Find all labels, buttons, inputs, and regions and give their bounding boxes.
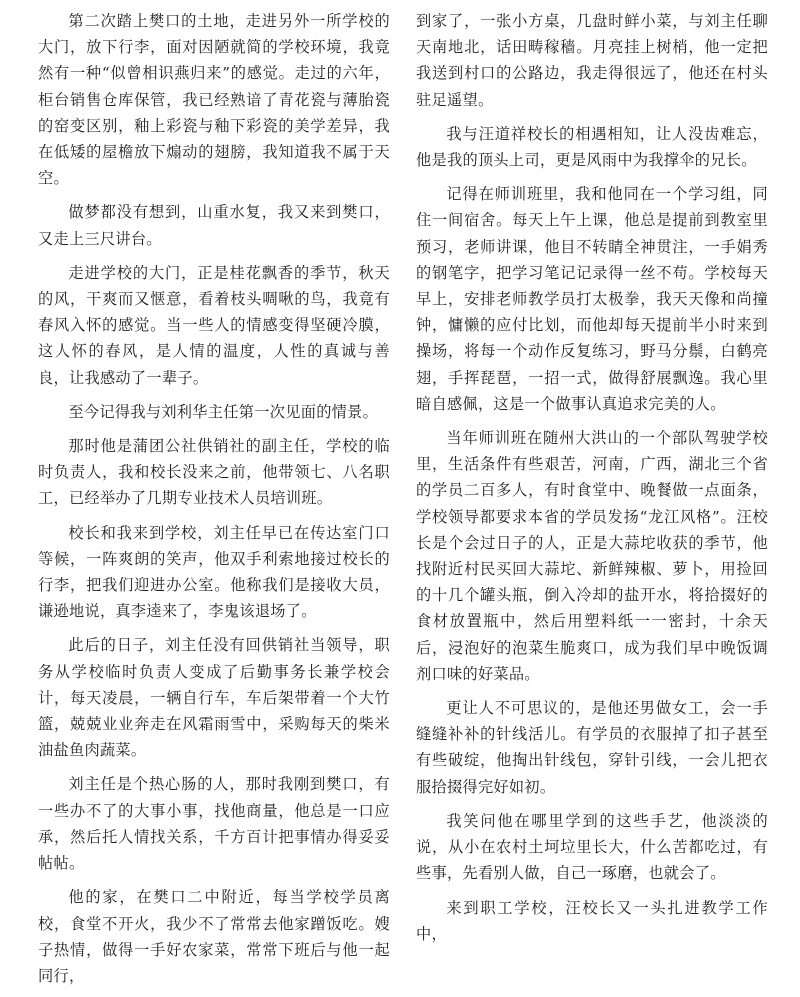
paragraph: 来到职工学校，汪校长又一头扎进教学工作中， bbox=[416, 898, 768, 943]
paragraph: 刘主任是个热心肠的人，那时我刚到樊口，有一些办不了的大事小事，找他商量，他总是一口应承，然后托人情找关系，千方百计把事情办得妥妥帖帖。 bbox=[38, 775, 390, 873]
paragraph: 至今记得我与刘利华主任第一次见面的情景。 bbox=[68, 402, 379, 421]
paragraph: 记得在师训班里，我和他同在一个学习组，同住一间宿舍。每天上午上课，他总是提前到教室里预习，老师讲课，他目不转睛全神贯注，一手娟秀的钢笔字，把学习笔记记录得一丝不苟。学校每天早上，安排老师教学员打太极拳，我天天像和尚撞钟，慵懒的应付比划，而他却每天提前半小时来到操场，将每一个动作反复练习，野马分鬃，白鹤亮翅，手挥琵琶，一招一式，做得舒展飘逸。我心里暗自感佩，这是一个做事认真追求完美的人。 bbox=[416, 185, 768, 413]
right-column bbox=[416, 8, 768, 955]
paragraph-continued: 到家了，一张小方桌，几盘时鲜小菜，与刘主任聊天南地北，话田畴稼穑。月亮挂上树梢，他一定把我送到村口的公路边，我走得很远了，他还在村头驻足遥望。 bbox=[416, 12, 768, 109]
paragraph: 此后的日子，刘主任没有回供销社当领导，职务从学校临时负责人变成了后勤事务长兼学校会计，每天凌晨，一辆自行车，车后架带着一个大竹篮，兢兢业业奔走在风霜雨雪中，采购每天的柴米油盐鱼肉蔬菜。 bbox=[38, 636, 390, 760]
paragraph: 我笑问他在哪里学到的这些手艺，他淡淡的说，从小在农村土坷垃里长大，什么苦都吃过，有些事，先看别人做，自己一琢磨，也就会了。 bbox=[416, 811, 768, 883]
paragraph: 他的家，在樊口二中附近，每当学校学员离校，食堂不开火，我少不了常常去他家蹭饭吃。嫂子热情，做得一手好农家菜，常常下班后与他一起同行， bbox=[38, 888, 390, 985]
left-column bbox=[38, 8, 390, 997]
paragraph: 那时他是蒲团公社供销社的副主任，学校的临时负责人，我和校长没来之前，他带领七、八名职工，已经举办了几期专业技术人员培训班。 bbox=[38, 437, 390, 508]
paragraph: 我与汪道祥校长的相遇相知，让人没齿难忘，他是我的顶头上司，更是风雨中为我撑伞的兄长。 bbox=[416, 124, 768, 170]
paragraph: 校长和我来到学校，刘主任早已在传达室门口等候，一阵爽朗的笑声，他双手利索地接过校长的行李，把我们迎进办公室。他称我们是接收大员，谦逊地说，真李逵来了，李鬼该退场了。 bbox=[38, 523, 390, 621]
paragraph: 做梦都没有想到，山重水复，我又来到樊口，又走上三尺讲台。 bbox=[38, 203, 390, 248]
paragraph: 当年师训班在随州大洪山的一个部队驾驶学校里，生活条件有些艰苦，河南，广西，湖北三个省的学员二百多人，有时食堂中、晚餐做一点面条，学校领导都要求本省的学员发扬“龙江风格”。汪校长是个会过日子的人，正是大蒜坨收获的季节，他找附近村民买回大蒜坨、新鲜辣椒、萝卜，用捡回的十几个罐头瓶，倒入冷却的盐开水，将拾掇好的食材放置瓶中，然后用塑料纸一一密封，十余天后，浸泡好的泡菜生脆爽口，成为我们早中晚饭调剂口味的好菜品。 bbox=[416, 429, 768, 683]
paragraph: 更让人不可思议的，是他还男做女工，会一手缝缝补补的针线活儿。有学员的衣服掉了扣子甚至有些破绽，他掏出针线包，穿针引线，一会儿把衣服拾掇得完好如初。 bbox=[416, 699, 768, 796]
paragraph: 第二次踏上樊口的土地，走进另外一所学校的大门，放下行李，面对因陋就简的学校环境，我竟然有一种“似曾相识燕归来”的感觉。走过的六年，柜台销售仓库保管，我已经熟谙了青花瓷与薄胎瓷的窑变区别，釉上彩瓷与釉下彩瓷的美学差异，我在低矮的屋檐放下煽动的翅膀，我知道我不属于天空。 bbox=[38, 12, 390, 188]
paragraph: 走进学校的大门，正是桂花飘香的季节，秋天的风，干爽而又惬意，看着枝头啁啾的鸟，我竟有春风入怀的感觉。当一些人的情感变得坚硬冷膜，这人怀的春风，是人情的温度，人性的真诚与善良，让我感动了一辈子。 bbox=[38, 263, 390, 387]
